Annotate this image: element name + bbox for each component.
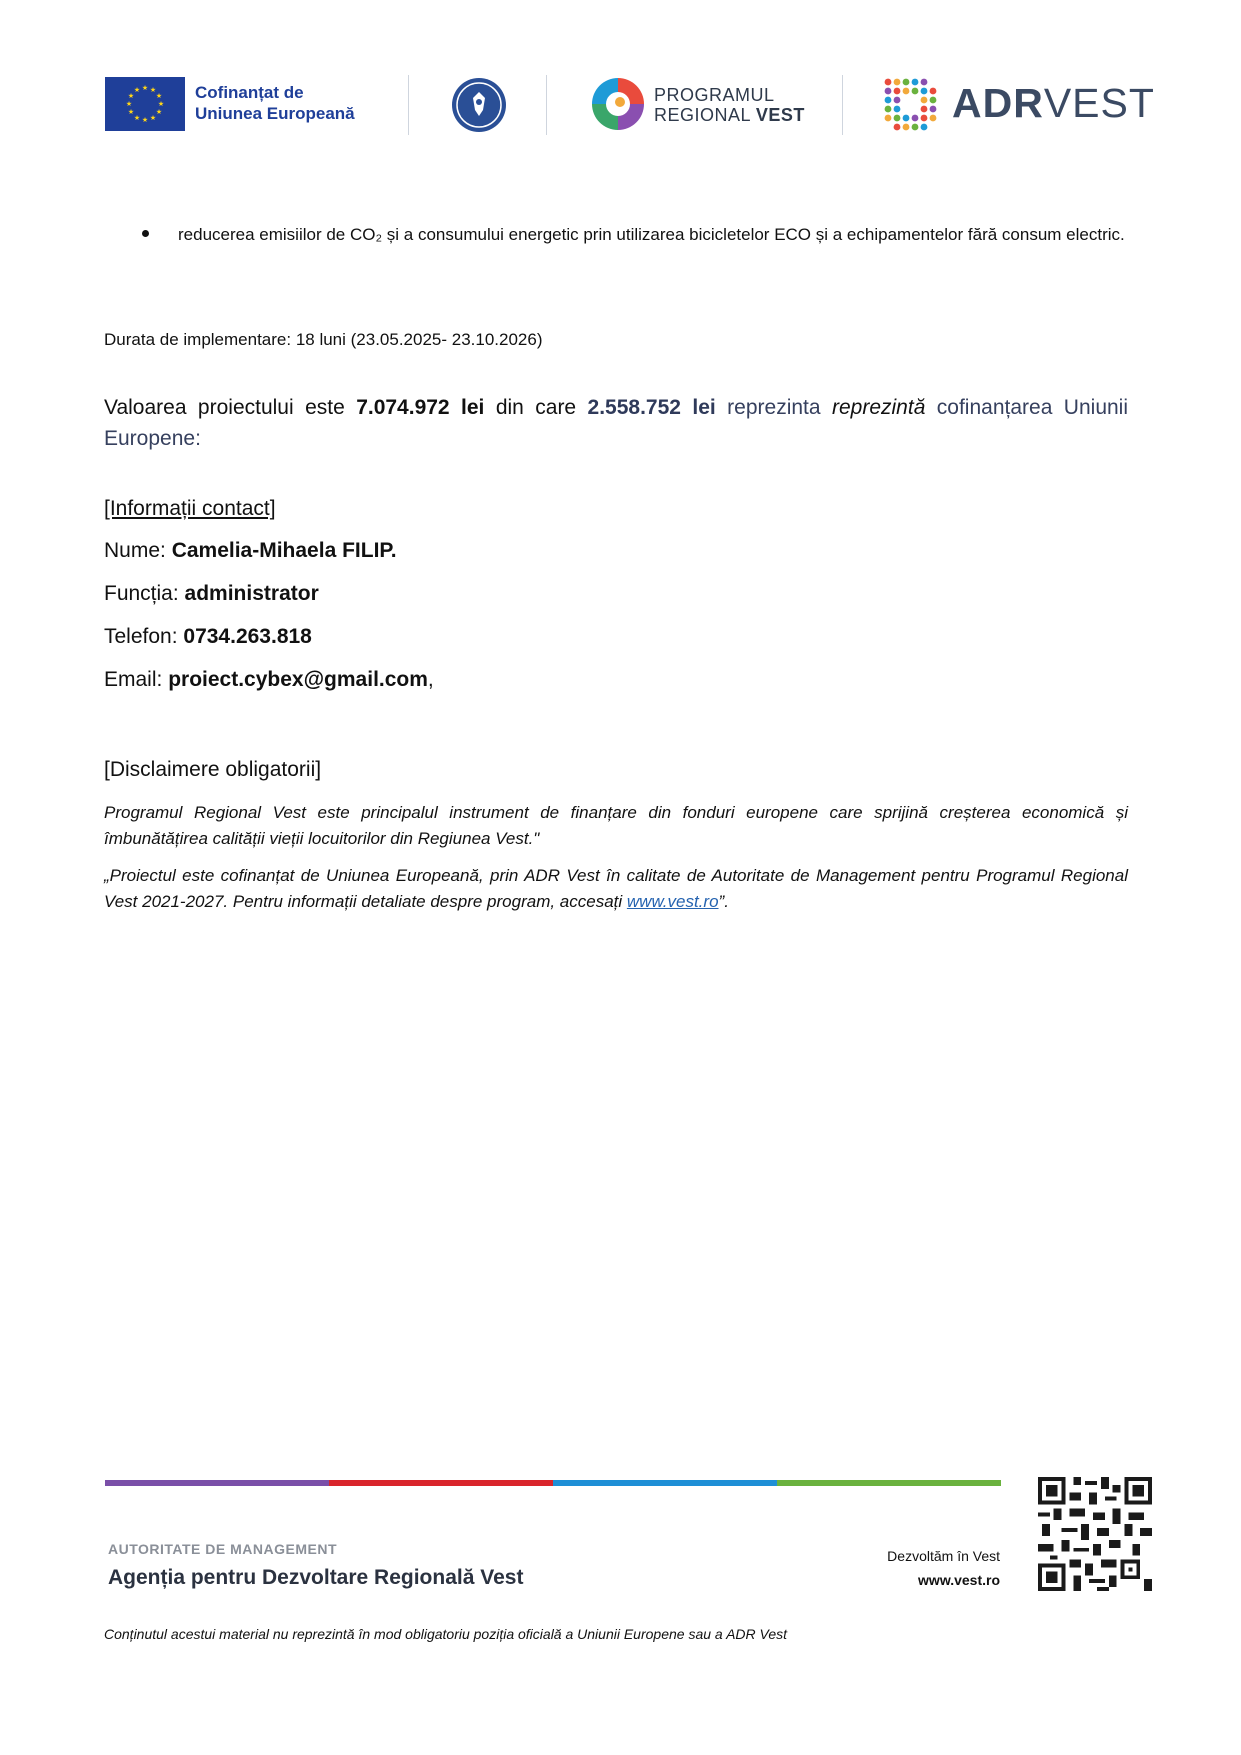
eu-flag-icon (105, 77, 185, 131)
contact-email: Email: proiect.cybex@gmail.com, (104, 668, 434, 691)
svg-text:★: ★ (157, 100, 165, 108)
svg-text:★: ★ (155, 92, 163, 100)
svg-text:★: ★ (149, 114, 157, 122)
footer-slogan: Dezvoltăm în Vest (887, 1548, 1000, 1564)
government-seal-icon (450, 76, 508, 134)
adr-vest-label: ADRVEST (952, 80, 1155, 126)
disclaimer-heading: [Disclaimere obligatorii] (104, 758, 322, 781)
objective-bullet: reducerea emisiilor de CO₂ și a consumului energetic prin utilizarea bicicletelor ECO și a echipamentelor fără consum electric. (178, 225, 1125, 244)
project-value: Valoarea proiectului este 7.074.972 lei din care 2.558.752 lei reprezinta reprezintă cofinanțarea Uniunii Europene: (104, 396, 1129, 450)
contact-heading: [Informații contact] (104, 497, 276, 520)
svg-text:★: ★ (155, 108, 163, 116)
svg-text:★: ★ (127, 108, 135, 116)
header-divider (546, 75, 547, 135)
eu-cofinance-label: Cofinanțat de Uniunea Europeană (195, 83, 355, 123)
header-logos (0, 0, 1241, 150)
svg-text:★: ★ (141, 116, 149, 124)
agency-name: Agenția pentru Dezvoltare Regională Vest (108, 1566, 524, 1589)
disclaimer-paragraph-1: Programul Regional Vest este principalul instrument de finanțare din fonduri europene care sprijină creșterea economică și îmbunătățirea calității vieții locuitorilor din Regiunea Vest." (104, 803, 1128, 848)
adr-dots-logo-icon (882, 76, 938, 132)
vest-website-link[interactable]: www.vest.ro (626, 892, 719, 911)
programul-regional-logo-icon (590, 76, 646, 132)
svg-text:★: ★ (133, 114, 141, 122)
disclaimer-paragraph-2: „Proiectul este cofinanțat de Uniunea Europeană, prin ADR Vest în calitate de Autoritate de Management pentru Programul Regional Vest 2021-2027. Pentru informații detaliate despre program, accesați www.vest.ro”. (104, 866, 1128, 911)
contact-name: Nume: Camelia-Mihaela FILIP. (104, 539, 397, 562)
footer-color-bar-red (329, 1480, 553, 1486)
footer-color-bar-green (777, 1480, 1001, 1486)
footer-color-bar-purple (105, 1480, 329, 1486)
qr-code-icon (1038, 1477, 1152, 1591)
svg-text:★: ★ (133, 86, 141, 94)
header-divider (842, 75, 843, 135)
svg-text:★: ★ (127, 92, 135, 100)
programul-regional-label: PROGRAMUL REGIONAL VEST (654, 85, 805, 125)
footer-disclaimer-note: Conținutul acestui material nu reprezintă în mod obligatoriu poziția oficială a Uniunii Europene sau a ADR Vest (104, 1626, 788, 1642)
implementation-duration: Durata de implementare: 18 luni (23.05.2025- 23.10.2026) (104, 330, 543, 349)
management-authority-label: AUTORITATE DE MANAGEMENT (108, 1541, 337, 1557)
contact-function: Funcția: administrator (104, 582, 319, 605)
header-divider (408, 75, 409, 135)
contact-phone: Telefon: 0734.263.818 (104, 625, 312, 648)
svg-text:★: ★ (141, 84, 149, 92)
bullet-icon (142, 230, 149, 237)
svg-text:★: ★ (149, 86, 157, 94)
svg-text:★: ★ (125, 100, 133, 108)
footer-website[interactable]: www.vest.ro (918, 1572, 1000, 1588)
footer-color-bar-blue (553, 1480, 777, 1486)
